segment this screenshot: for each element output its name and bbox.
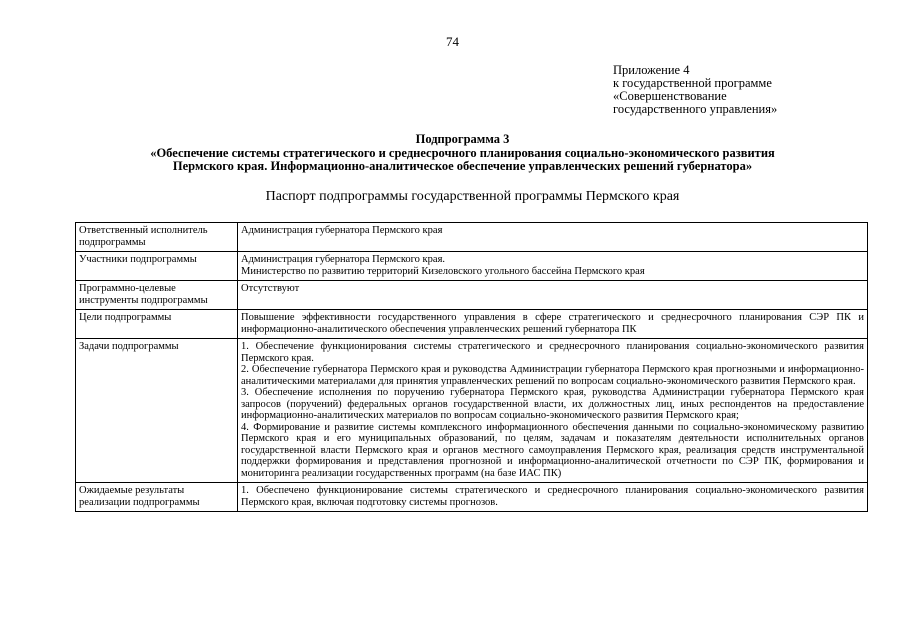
subprogram-heading: Подпрограмма 3 xyxy=(415,132,510,146)
row-label: Программно-целевые инструменты подпрограммы xyxy=(76,281,238,310)
subprogram-title xyxy=(60,133,865,174)
subprogram-subtitle-line-1: «Обеспечение системы стратегического и среднесрочного планирования социально-экономического развития xyxy=(150,145,775,160)
table-row-goals xyxy=(76,310,868,339)
row-content: Администрация губернатора Пермского края xyxy=(238,223,868,252)
row-label: Ожидаемые результаты реализации подпрограммы xyxy=(76,483,238,512)
task-item: 4. Формирование и развитие системы комплексного информационного обеспечения данными по социально-экономическому развитию Пермского края и его муниципальных образований, по целям, задачам и показателям деятельности исполнительных органов государственной власти Пермского края и органов местного самоуправления Пермского края, реализация средств инструментальной поддержки формирования и представления прогнозной и информационно-аналитической отчетности по СЭР ПК, формирования и мониторинга реализации государственных программ (на базе ИАС ПК) xyxy=(241,421,864,479)
task-item: 3. Обеспечение исполнения по поручению губернатора Пермского края, руководства Администрации губернатора Пермского края запросов (поручений) федеральных органов государственной власти, их должностных лиц, иных респондентов на предоставление информационно-аналитических материалов по вопросам социально-экономического развития Пермского края; xyxy=(241,387,864,421)
table-row-tasks xyxy=(76,339,868,483)
row-label: Ответственный исполнитель подпрограммы xyxy=(76,223,238,252)
row-content xyxy=(238,310,868,339)
goals-text: Повышение эффективности государственного управления в сфере стратегического и среднесрочного планирования СЭР ПК и информационно-аналитического обеспечения управленческих решений губернатора ПК xyxy=(241,312,864,335)
row-content xyxy=(238,252,868,281)
appendix-caption xyxy=(613,64,777,116)
participant-line: Министерство по развитию территорий Кизеловского угольного бассейна Пермского края xyxy=(241,265,645,277)
page-number: 74 xyxy=(446,34,459,49)
row-label: Участники подпрограммы xyxy=(76,252,238,281)
task-item: 1. Обеспечение функционирования системы стратегического и среднесрочного планирования социально-экономического развития Пермского края. xyxy=(241,341,864,364)
row-label: Цели подпрограммы xyxy=(76,310,238,339)
row-content: Отсутствуют xyxy=(238,281,868,310)
row-label: Задачи подпрограммы xyxy=(76,339,238,483)
appendix-line: к государственной программе xyxy=(613,76,772,90)
appendix-line: Приложение 4 xyxy=(613,63,690,77)
table-row-participants xyxy=(76,252,868,281)
appendix-line: «Совершенствование xyxy=(613,89,727,103)
subprogram-subtitle-line-2: Пермского края. Информационно-аналитическое обеспечение управленческих решений губернатора» xyxy=(172,159,753,173)
passport-caption: Паспорт подпрограммы государственной программы Пермского края xyxy=(265,189,680,204)
row-content xyxy=(238,483,868,512)
row-content xyxy=(238,339,868,483)
table-row-responsible xyxy=(76,223,868,252)
results-text: 1. Обеспечено функционирование системы стратегического и среднесрочного планирования социально-экономического развития Пермского края, включая подготовку системы прогнозов. xyxy=(241,485,864,508)
appendix-line: государственного управления» xyxy=(613,102,778,116)
table-row-instruments xyxy=(76,281,868,310)
table-row-results xyxy=(76,483,868,512)
passport-table xyxy=(75,222,868,512)
participant-line: Администрация губернатора Пермского края. xyxy=(241,254,446,265)
task-item: 2. Обеспечение губернатора Пермского края и руководства Администрации губернатора Пермского края прогнозными и информационно-аналитическими материалами для принятия управленческих решений по вопросам социально-экономического развития Пермского края. xyxy=(241,364,864,387)
